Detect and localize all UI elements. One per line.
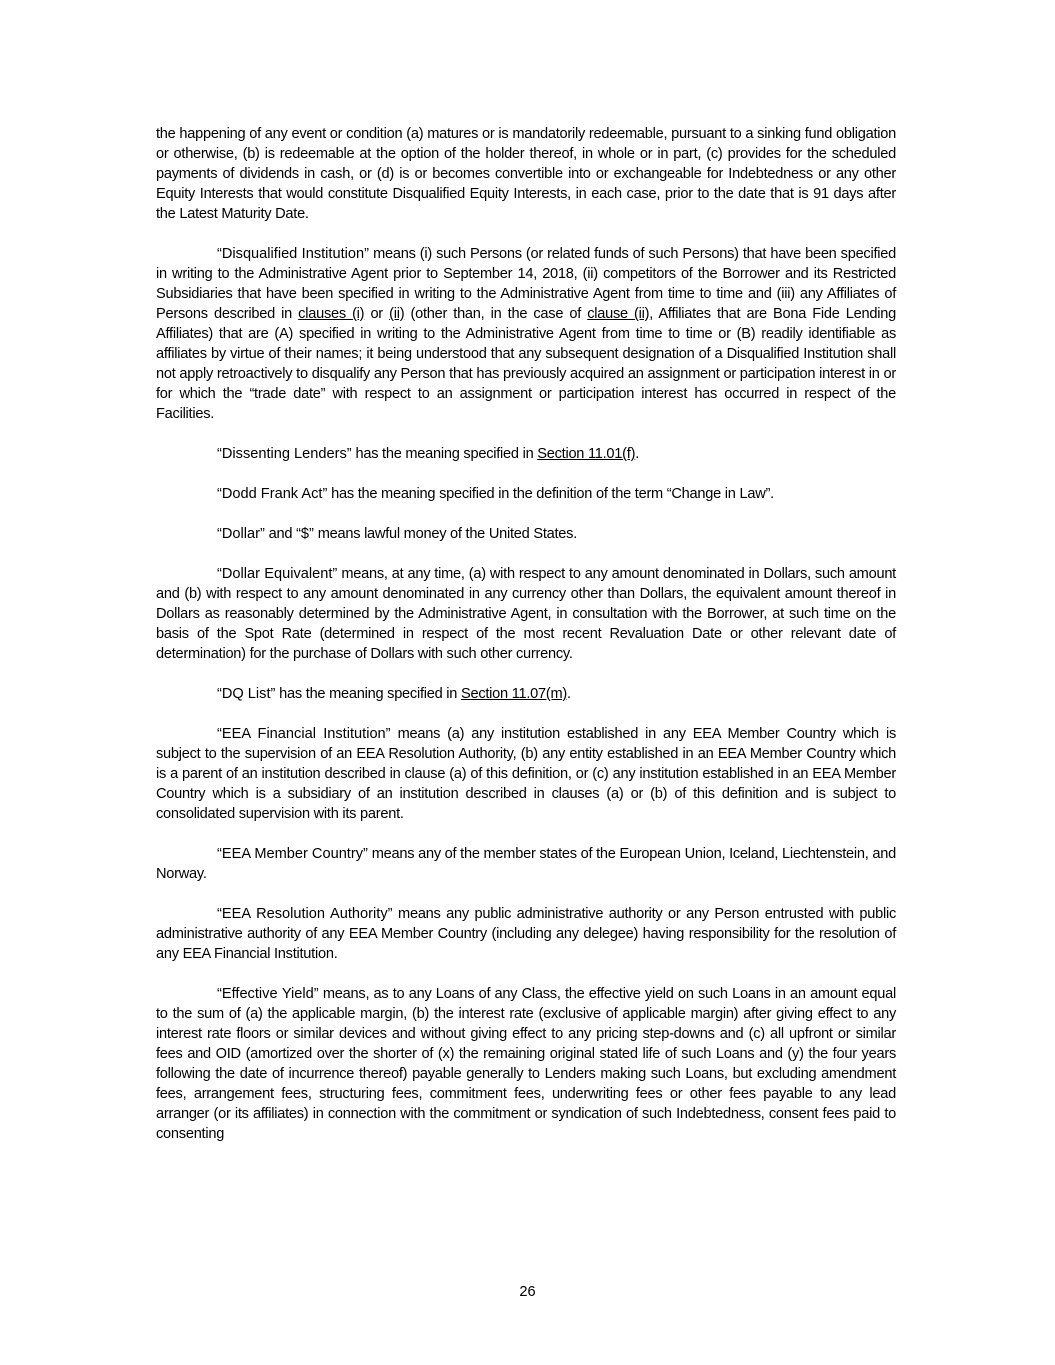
cross-reference-ii: (ii) — [389, 306, 405, 322]
document-body — [156, 124, 896, 1164]
defined-term: “EEA Financial Institution” — [217, 726, 391, 742]
definition-effective-yield: “Effective Yield” means, as to any Loans of any Class, the effective yield on such Loans in an amount equal to the sum of (a) the applicable margin, (b) the interest rate (exclusive of applicable margin) after giving effect to any interest rate floors or similar devices and without giving effect to any pricing step-downs and (c) all upfront or similar fees and OID (amortized over the shorter of (x) the remaining original stated life of such Loans and (y) the four years following the date of incurrence thereof) payable generally to Lenders making such Loans, but excluding amendment fees, arrangement fees, structuring fees, commitment fees, underwriting fees or other fees payable to any lead arranger (or its affiliates) in connection with the commitment or syndication of such Indebtedness, consent fees paid to consenting — [156, 986, 896, 1142]
defined-term: “DQ List” — [217, 686, 276, 702]
cross-reference-clause-ii: clause (ii) — [587, 306, 650, 322]
paragraph-continuation — [156, 124, 896, 224]
defined-term: “Dodd Frank Act” — [217, 486, 328, 502]
definition-eea-member-country: “EEA Member Country” means any of the member states of the European Union, Iceland, Liechtenstein, and Norway. — [156, 846, 896, 882]
defined-term: “Effective Yield” — [217, 986, 319, 1002]
definition-eea-financial-institution: “EEA Financial Institution” means (a) any institution established in any EEA Member Country which is subject to the supervision of an EEA Resolution Authority, (b) any entity established in an EEA Member Country which is a parent of an institution described in clause (a) of this definition, or (c) any institution established in an EEA Member Country which is a subsidiary of an institution described in clauses (a) or (b) of this definition and is subject to consolidated supervision with its parent. — [156, 726, 896, 822]
definition-dollar-equivalent: “Dollar Equivalent” means, at any time, (a) with respect to any amount denominated in Dollars, such amount and (b) with respect to any amount denominated in any currency other than Dollars, the equivalent amount thereof in Dollars as reasonably determined by the Administrative Agent, in consultation with the Borrower, at such time on the basis of the Spot Rate (determined in respect of the most recent Revaluation Date or other relevant date of determination) for the purchase of Dollars with such other currency. — [156, 566, 896, 662]
definition-dq-list: “DQ List” has the meaning specified in Section 11.07(m). — [217, 686, 571, 702]
definition-dollar: “Dollar” and “$” means lawful money of the United States. — [217, 526, 578, 542]
defined-term-dollar-sign: “$” — [296, 526, 314, 542]
defined-term: “Dollar Equivalent” — [217, 566, 338, 582]
cross-reference-clauses-i: clauses (i) — [298, 306, 365, 322]
defined-term: “Dollar” — [217, 526, 265, 542]
cross-reference-section-11-01-f: Section 11.01(f) — [537, 446, 636, 462]
continuation-text: the happening of any event or condition (a) matures or is mandatorily redeemable, pursuant to a sinking fund obligation or otherwise, (b) is redeemable at the option of the holder thereof, in whole or in part, (c) provides for the scheduled payments of dividends in cash, or (d) is or becomes convertible into or exchangeable for Indebtedness or any other Equity Interests that would constitute Disqualified Equity Interests, in each case, prior to the date that is 91 days after the Latest Maturity Date. — [156, 126, 896, 222]
defined-term: “Dissenting Lenders” — [217, 446, 352, 462]
definition-eea-resolution-authority: “EEA Resolution Authority” means any public administrative authority or any Person entrusted with public administrative authority of any EEA Member Country (including any delegee) having responsibility for the resolution of any EEA Financial Institution. — [156, 906, 897, 962]
defined-term: “EEA Resolution Authority” — [217, 906, 393, 922]
definition-dissenting-lenders: “Dissenting Lenders” has the meaning specified in Section 11.01(f). — [217, 446, 640, 462]
definition-dodd-frank-act: “Dodd Frank Act” has the meaning specified in the definition of the term “Change in Law”. — [217, 486, 774, 502]
defined-term: “Disqualified Institution” — [217, 246, 369, 262]
defined-term: “EEA Member Country” — [217, 846, 368, 862]
definition-disqualified-institution: “Disqualified Institution” means (i) such Persons (or related funds of such Persons) that have been specified in writing to the Administrative Agent prior to September 14, 2018, (ii) competitors of the Borrower and its Restricted Subsidiaries that have been specified in writing to the Administrative Agent from time to time and (iii) any Affiliates of Persons described in clauses (i) or (ii) (other than, in the case of clause (ii), Affiliates that are Bona Fide Lending Affiliates) that are (A) specified in writing to the Administrative Agent from time to time or (B) readily identifiable as affiliates by virtue of their names; it being understood that any subsequent designation of a Disqualified Institution shall not apply retroactively to disqualify any Person that has previously acquired an assignment or participation interest in or for which the “trade date” with respect to an assignment or participation interest has occurred in respect of the Facilities. — [156, 246, 897, 422]
cross-reference-section-11-07-m: Section 11.07(m) — [460, 686, 568, 702]
page-number: 26 — [519, 1284, 536, 1300]
